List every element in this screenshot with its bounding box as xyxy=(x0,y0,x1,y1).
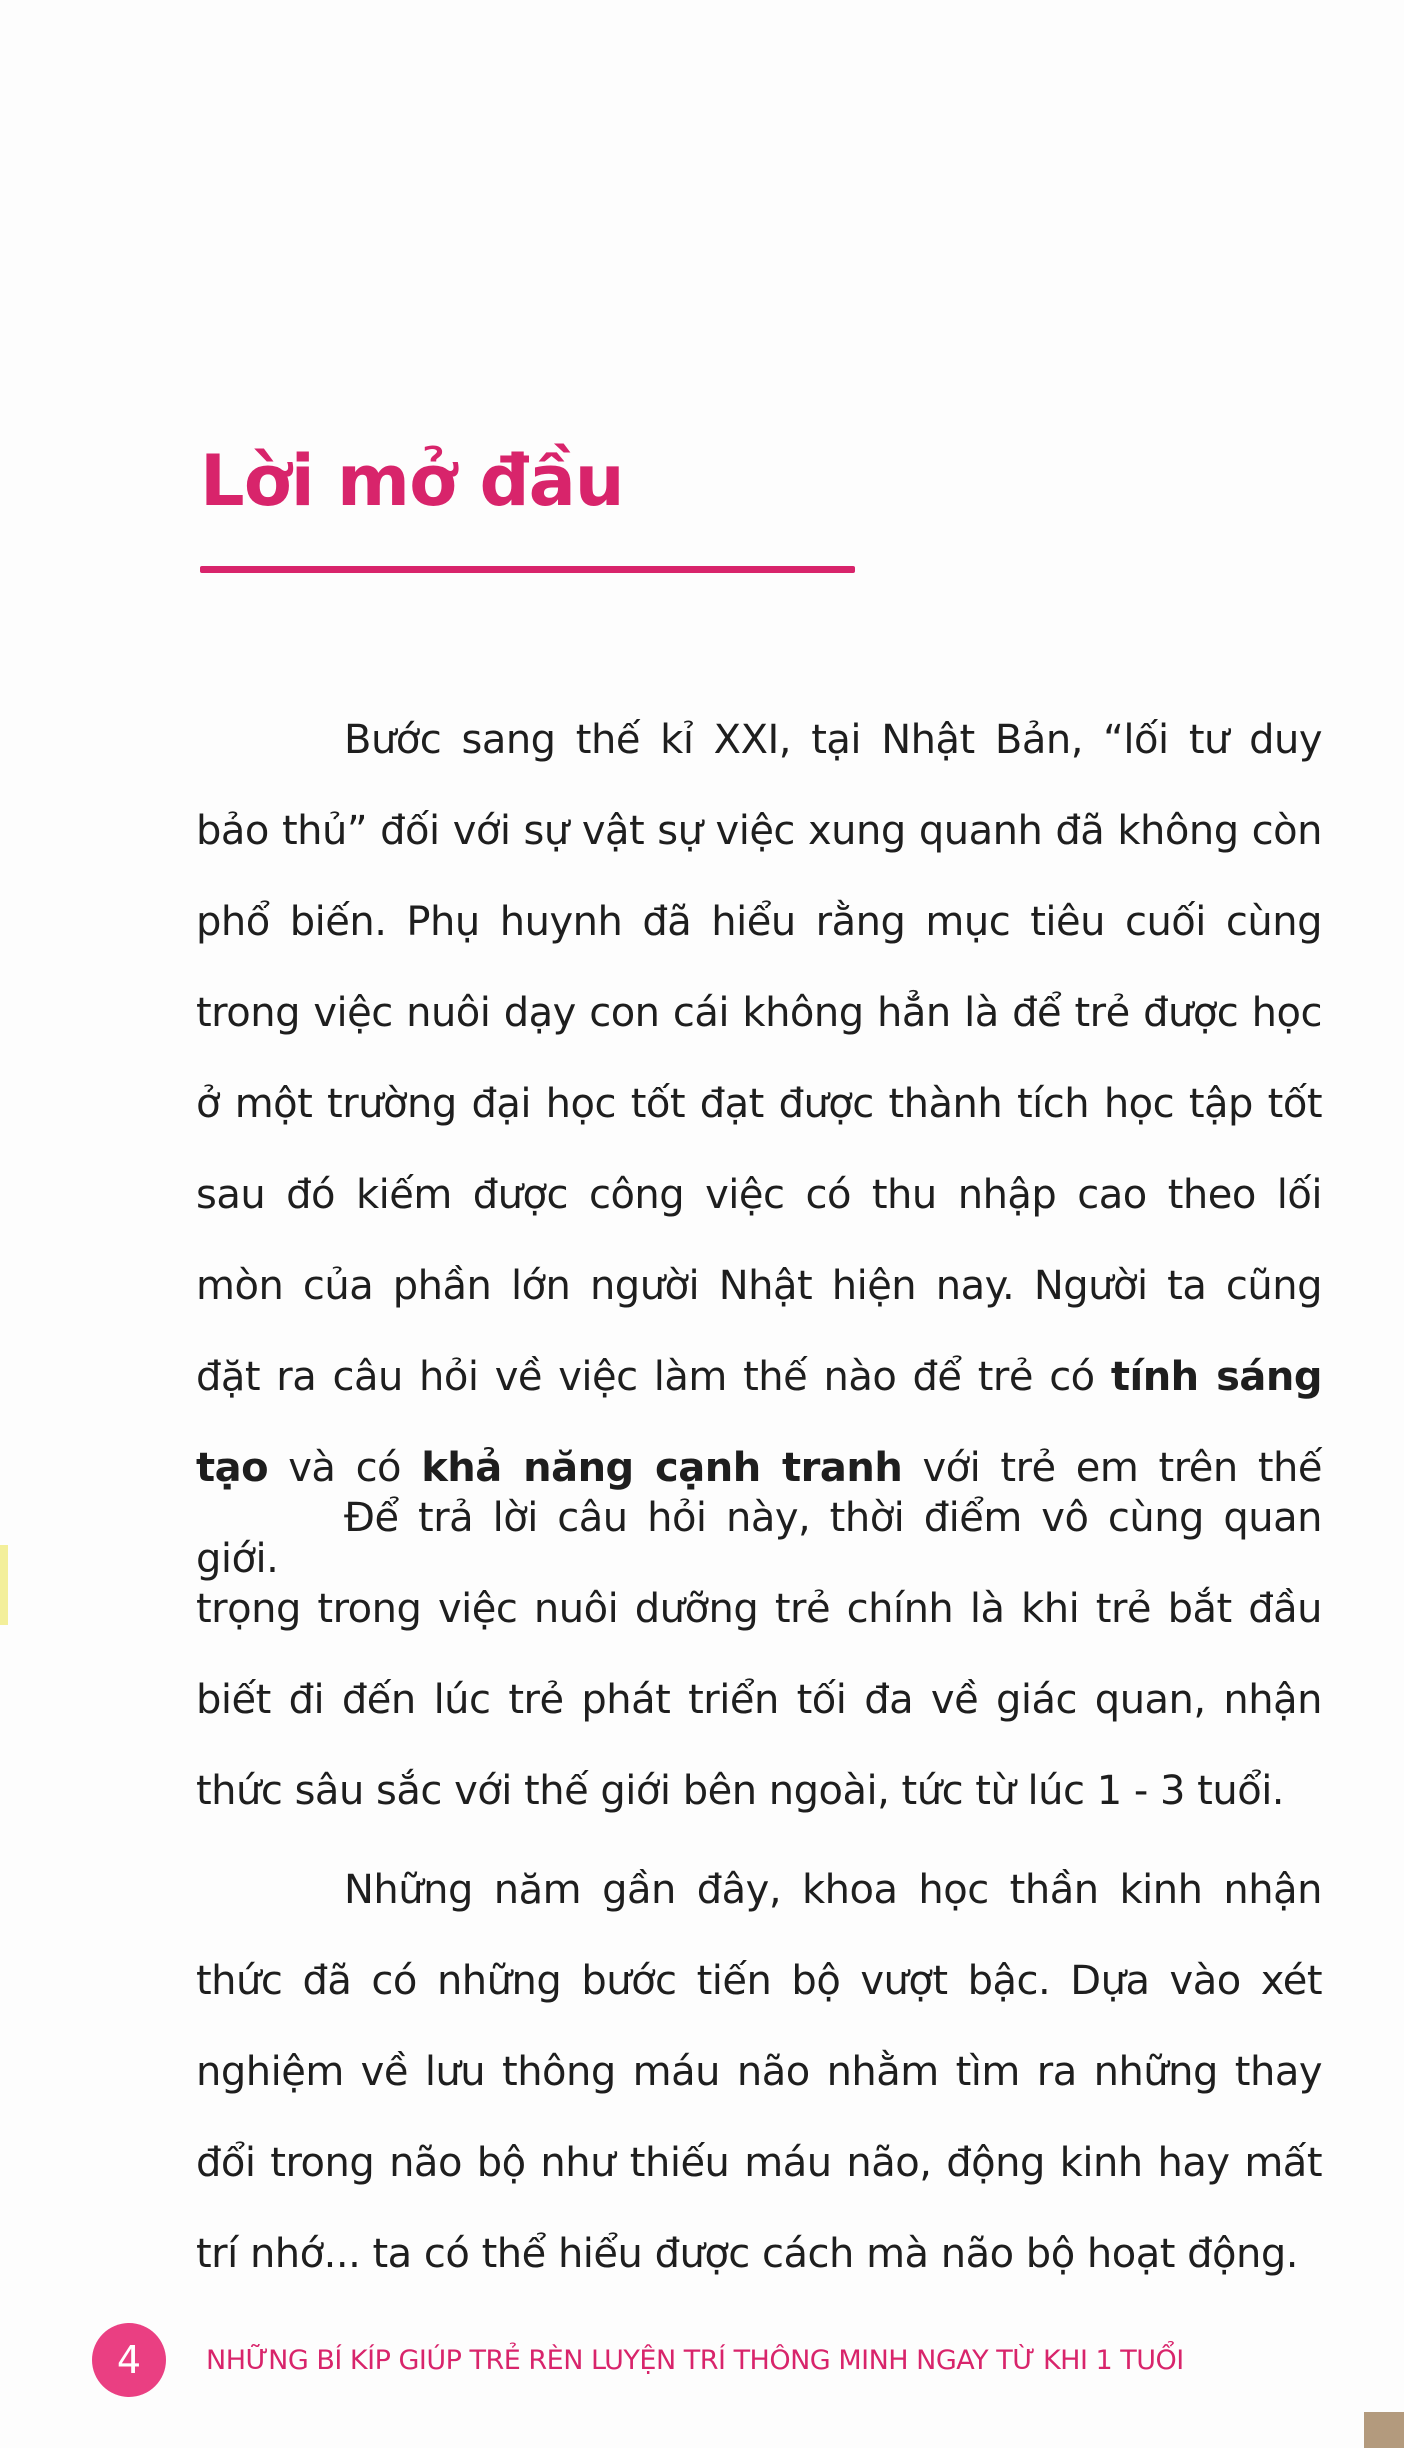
paragraph-1-text-a: Bước sang thế kỉ XXI, tại Nhật Bản, “lối tư duy bảo thủ” đối với sự vật sự việc xung quanh đã không còn phổ biến. Phụ huynh đã hiểu rằng mục tiêu cuối cùng trong việc nuôi dạy con cái không hẳn là để trẻ được học ở một trường đại học tốt đạt được thành tích học tập tốt sau đó kiếm được công việc có thu nhập cao theo lối mòn của phần lớn người Nhật hiện nay. Người ta cũng đặt ra câu hỏi về việc làm thế nào để trẻ có xyxy=(196,717,1322,1400)
paragraph-3 xyxy=(196,1845,1322,2300)
page-edge-marker xyxy=(0,1545,8,1625)
paragraph-2 xyxy=(196,1473,1322,1837)
paragraph-1-bold-competitiveness: khả năng cạnh tranh xyxy=(421,1445,903,1491)
paragraph-1-text-c: với trẻ em trên thế giới. xyxy=(196,1445,1323,1582)
title-underline xyxy=(200,566,855,573)
paragraph-2-text: Để trả lời câu hỏi này, thời điểm vô cùng quan trọng trong việc nuôi dưỡng trẻ chính là khi trẻ bắt đầu biết đi đến lúc trẻ phát triển tối đa về giác quan, nhận thức sâu sắc với thế giới bên ngoài, tức từ lúc 1 - 3 tuổi. xyxy=(196,1495,1322,1814)
paragraph-1 xyxy=(196,695,1322,1605)
page-footer xyxy=(92,2320,1184,2400)
running-book-title: NHỮNG BÍ KÍP GIÚP TRẺ RÈN LUYỆN TRÍ THÔNG MINH NGAY TỪ KHI 1 TUỔI xyxy=(206,2344,1184,2376)
paragraph-3-text: Những năm gần đây, khoa học thần kinh nhận thức đã có những bước tiến bộ vượt bậc. Dựa vào xét nghiệm về lưu thông máu não nhằm tìm ra những thay đổi trong não bộ như thiếu máu não, động kinh hay mất trí nhớ... ta có thể hiểu được cách mà não bộ hoạt động. xyxy=(196,1867,1322,2277)
chapter-title: Lời mở đầu xyxy=(200,440,624,522)
paragraph-1-text-b: và có xyxy=(268,1445,422,1491)
page-number-badge: 4 xyxy=(92,2323,166,2397)
page-corner-shadow xyxy=(1364,2412,1404,2448)
paragraph-1-bold-creativity: tính sáng tạo xyxy=(196,1354,1322,1491)
